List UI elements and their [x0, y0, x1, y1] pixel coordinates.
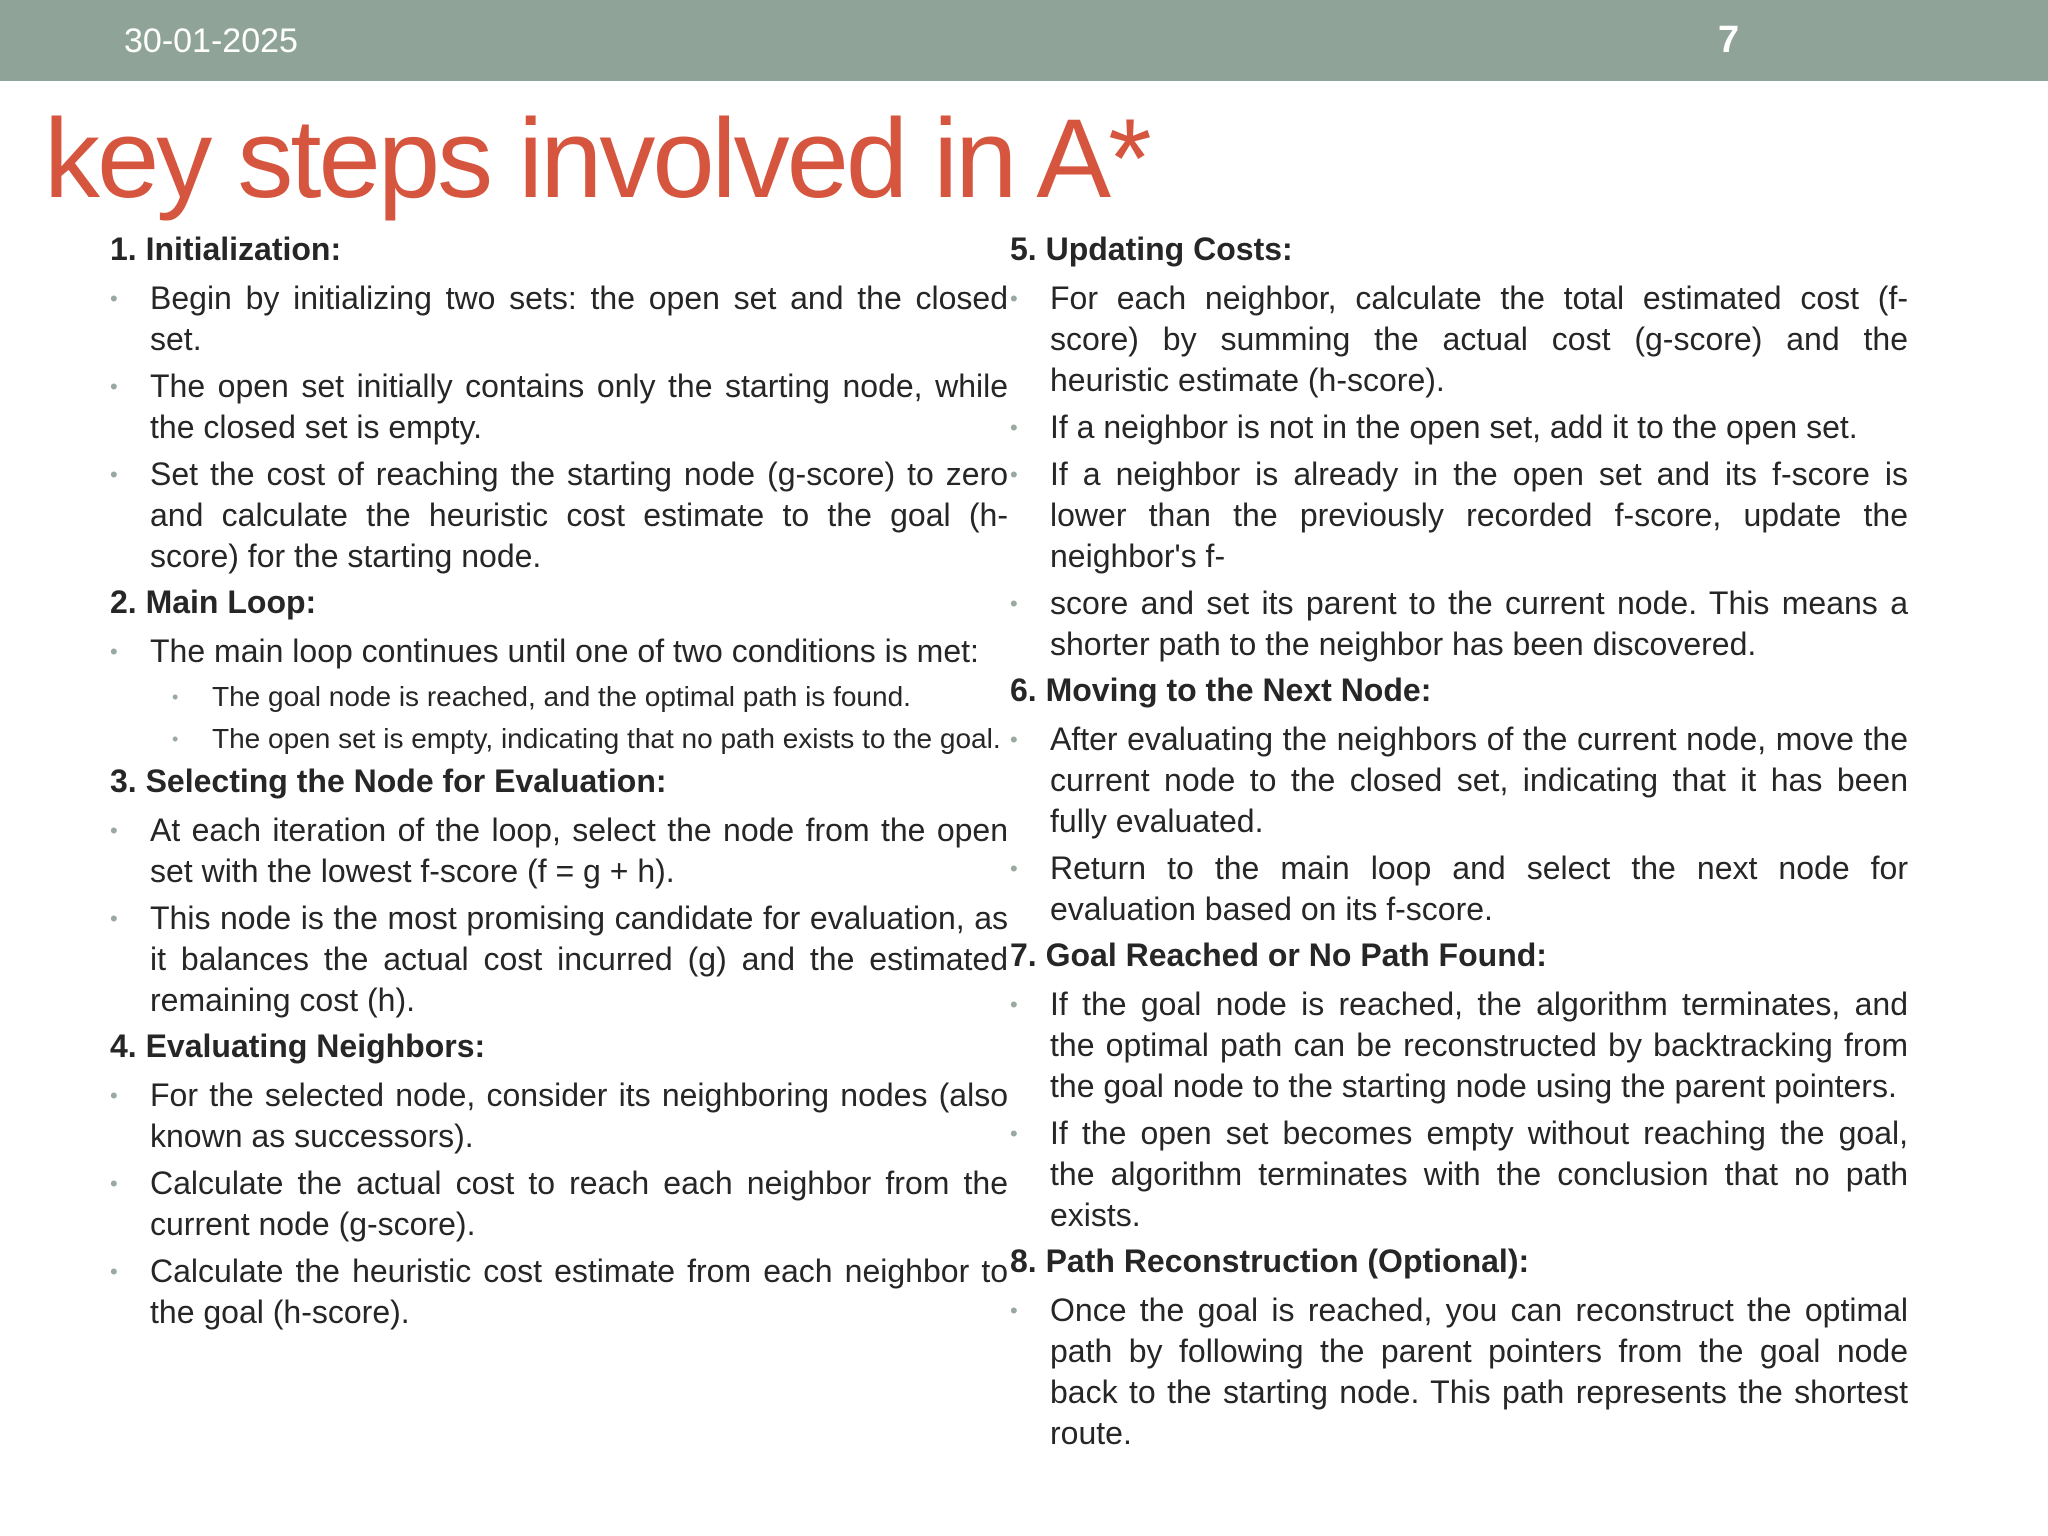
bullet-icon: •: [110, 374, 118, 399]
list-item: • At each iteration of the loop, select the node from the open set with the lowest f-score (f = g + h).: [110, 812, 1008, 889]
bullet-icon: •: [1010, 727, 1018, 752]
bullet-icon: •: [110, 462, 118, 487]
bullet-icon: •: [110, 639, 118, 664]
list-item: • Set the cost of reaching the starting node (g-score) to zero and calculate the heuristic cost estimate to the goal (h-score) for the starting node.: [110, 456, 1008, 574]
list-item: • Once the goal is reached, you can reconstruct the optimal path by following the parent pointers from the goal node back to the starting node. This path represents the shortest route.: [1010, 1292, 1908, 1451]
bullet-icon: •: [1010, 415, 1018, 440]
list-item: • For each neighbor, calculate the total estimated cost (f-score) by summing the actual cost (g-score) and the heuristic estimate (h-score).: [1010, 280, 1908, 398]
list-item: • score and set its parent to the current node. This means a shorter path to the neighbor has been discovered.: [1010, 585, 1908, 662]
bullet-icon: •: [1010, 591, 1018, 616]
left-column: [110, 230, 1008, 1339]
header-bar: [0, 0, 2048, 81]
section-heading: 4. Evaluating Neighbors:: [110, 1028, 486, 1064]
bullet-icon: •: [110, 1083, 118, 1108]
page-number: 7: [1718, 19, 1740, 61]
bullet-icon: •: [1010, 856, 1018, 881]
list-item: • After evaluating the neighbors of the current node, move the current node to the closed set, indicating that it has been fully evaluated.: [1010, 721, 1908, 839]
sub-list-item: • The goal node is reached, and the optimal path is found.: [172, 678, 1008, 716]
list-item: • The open set initially contains only the starting node, while the closed set is empty.: [110, 368, 1008, 445]
list-item: • If a neighbor is not in the open set, add it to the open set.: [1010, 407, 1908, 448]
section-heading: 3. Selecting the Node for Evaluation:: [110, 763, 667, 799]
bullet-icon: •: [172, 687, 179, 707]
right-column: [1010, 230, 1908, 1460]
section-heading: 5. Updating Costs:: [1010, 231, 1293, 267]
bullet-icon: •: [110, 286, 118, 311]
list-item: • The main loop continues until one of two conditions is met:: [110, 631, 1008, 672]
bullet-icon: •: [1010, 462, 1018, 487]
bullet-icon: •: [110, 1259, 118, 1284]
list-item: • Calculate the heuristic cost estimate from each neighbor to the goal (h-score).: [110, 1253, 1008, 1330]
list-item: • Return to the main loop and select the next node for evaluation based on its f-score.: [1010, 850, 1908, 927]
section-heading: 6. Moving to the Next Node:: [1010, 672, 1432, 708]
list-item: • If a neighbor is already in the open set and its f-score is lower than the previously recorded f-score, update the neighbor's f-: [1010, 456, 1908, 574]
bullet-icon: •: [1010, 1298, 1018, 1323]
list-item: • If the goal node is reached, the algorithm terminates, and the optimal path can be reconstructed by backtracking from the goal node to the starting node using the parent pointers.: [1010, 986, 1908, 1104]
bullet-icon: •: [1010, 286, 1018, 311]
bullet-icon: •: [110, 818, 118, 843]
list-item: • Begin by initializing two sets: the open set and the closed set.: [110, 280, 1008, 357]
section-heading: 2. Main Loop:: [110, 584, 317, 620]
section-heading: 1. Initialization:: [110, 231, 342, 267]
sub-list-item: • The open set is empty, indicating that no path exists to the goal.: [172, 720, 1008, 758]
section-heading: 8. Path Reconstruction (Optional):: [1010, 1243, 1530, 1279]
bullet-icon: •: [110, 1171, 118, 1196]
slide-title: key steps involved in A*: [44, 96, 1149, 221]
list-item: • Calculate the actual cost to reach each neighbor from the current node (g-score).: [110, 1165, 1008, 1242]
slide-date: 30-01-2025: [124, 22, 298, 60]
section-heading: 7. Goal Reached or No Path Found:: [1010, 937, 1547, 973]
bullet-icon: •: [1010, 1121, 1018, 1146]
list-item: • For the selected node, consider its neighboring nodes (also known as successors).: [110, 1077, 1008, 1154]
bullet-icon: •: [172, 729, 179, 749]
bullet-icon: •: [110, 906, 118, 931]
list-item: • This node is the most promising candidate for evaluation, as it balances the actual cost incurred (g) and the estimated remaining cost (h).: [110, 900, 1008, 1018]
bullet-icon: •: [1010, 992, 1018, 1017]
list-item: • If the open set becomes empty without reaching the goal, the algorithm terminates with the conclusion that no path exists.: [1010, 1115, 1908, 1233]
